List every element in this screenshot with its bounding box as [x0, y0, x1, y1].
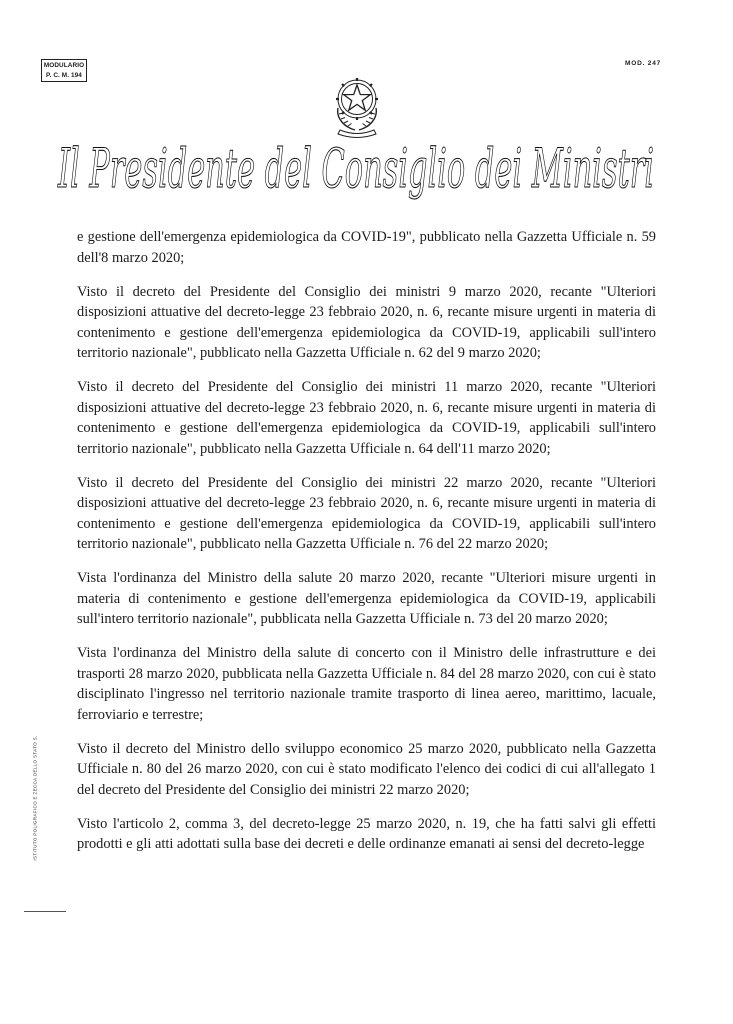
stamp-line-2: P. C. M. 194 [46, 71, 82, 79]
form-code: MOD. 247 [625, 60, 662, 67]
paragraph: e gestione dell'emergenza epidemiologica da COVID-19", pubblicato nella Gazzetta Ufficiale n. 59 dell'8 marzo 2020; [77, 229, 656, 266]
paragraph: Visto il decreto del Presidente del Consiglio dei ministri 9 marzo 2020, recante "Ulteriori disposizioni attuative del decreto-legge 23 febbraio 2020, n. 6, recante misure urgenti in materia di contenimento e gestione dell'emergenza epidemiologica da COVID-19, applicabili sull'intero territorio nazionale", pubblicato nella Gazzetta Ufficiale n. 62 del 9 marzo 2020; [77, 283, 656, 361]
paragraph: Vista l'ordinanza del Ministro della salute di concerto con il Ministro delle infrastrutture e dei trasporti 28 marzo 2020, pubblicata nella Gazzetta Ufficiale n. 84 del 28 marzo 2020, con cui è stato disciplinato l'ingresso nel territorio nazionale tramite trasporto di linea aereo, marittimo, lacuale, ferroviario e terrestre; [77, 645, 656, 723]
paragraph: Vista l'ordinanza del Ministro della salute 20 marzo 2020, recante "Ulteriori misure urgenti in materia di contenimento e gestione dell'emergenza epidemiologica da COVID-19, applicabili sull'intero territorio nazionale", pubblicata nella Gazzetta Ufficiale n. 73 del 20 marzo 2020; [77, 570, 656, 627]
letterhead-title-text: Il Presidente del Consiglio dei Ministri [57, 137, 654, 200]
paragraph: Visto il decreto del Ministro dello sviluppo economico 25 marzo 2020, pubblicato nella Gazzetta Ufficiale n. 80 del 26 marzo 2020, con cui è stato modificato l'elenco dei codici di cui all'allegato 1 del decreto del Presidente del Consiglio dei ministri 22 marzo 2020; [77, 740, 656, 798]
printer-imprint-text: ISTITUTO POLIGRAFICO E ZECCA DELLO STATO S. [32, 735, 38, 861]
paragraph: Visto l'articolo 2, comma 3, del decreto-legge 25 marzo 2020, n. 19, che ha fatti salvi gli effetti prodotti e gli atti adottati sulla base dei decreti e delle ordinanze emanati ai sensi del decreto-legge [77, 815, 656, 852]
modulario-stamp [41, 59, 87, 82]
stamp-line-1: MODULARIO [43, 62, 85, 69]
fold-mark [24, 911, 66, 912]
document-body [77, 227, 656, 868]
printer-imprint [30, 728, 40, 868]
paragraph: Visto il decreto del Presidente del Consiglio dei ministri 22 marzo 2020, recante "Ulteriori disposizioni attuative del decreto-legge 23 febbraio 2020, n. 6, recante misure urgenti in materia di contenimento e gestione dell'emergenza epidemiologica da COVID-19, applicabili sull'intero territorio nazionale", pubblicato nella Gazzetta Ufficiale n. 76 del 22 marzo 2020; [77, 474, 656, 552]
letterhead-title [56, 127, 656, 205]
paragraph: Visto il decreto del Presidente del Consiglio dei ministri 11 marzo 2020, recante "Ulteriori disposizioni attuative del decreto-legge 23 febbraio 2020, n. 6, recante misure urgenti in materia di contenimento e gestione dell'emergenza epidemiologica da COVID-19, applicabili sull'intero territorio nazionale", pubblicato nella Gazzetta Ufficiale n. 64 dell'11 marzo 2020; [77, 379, 656, 457]
